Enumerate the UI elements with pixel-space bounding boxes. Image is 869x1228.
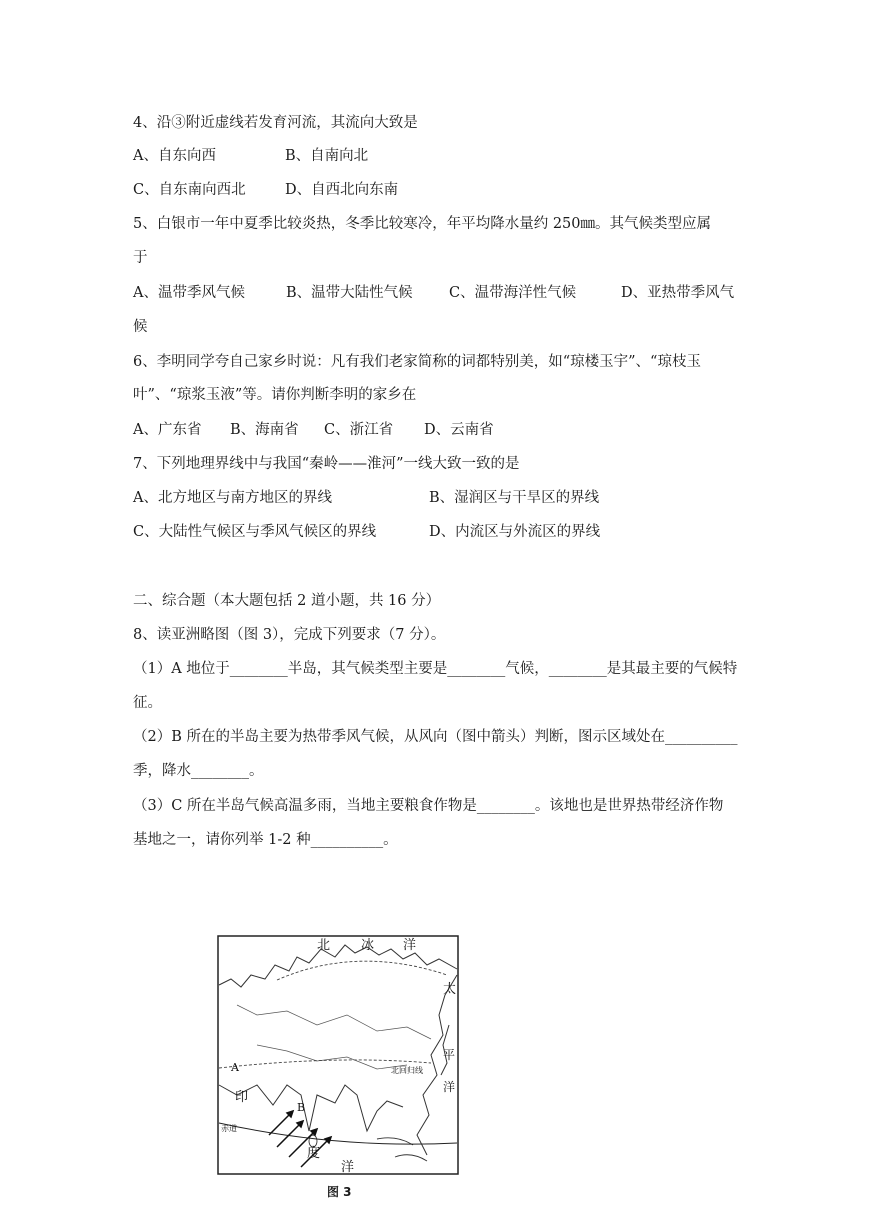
q4-option-c: C、自东南向西北 [133, 182, 246, 198]
map-label-yang-south: 洋 [341, 1160, 355, 1175]
q7-option-b: B、湿润区与干旱区的界线 [429, 490, 600, 506]
q5-option-a: A、温带季风气候 [133, 285, 245, 301]
q6-option-c: C、浙江省 [324, 422, 394, 438]
q6-option-d: D、云南省 [424, 422, 494, 438]
q8-part3-line1: （3）C 所在半岛气候高温多雨，当地主要粮食作物是________。该地也是世界热带经济作物 [133, 798, 724, 814]
map-label-b: B [297, 1101, 306, 1114]
q7-stem: 7、下列地理界线中与我国“秦岭——淮河”一线大致一致的是 [133, 456, 520, 472]
q5-stem-line2: 于 [133, 250, 148, 266]
map-label-north: 北 [317, 938, 331, 953]
q6-stem-line1: 6、李明同学夸自己家乡时说：凡有我们老家简称的词都特别美，如“琼楼玉宇”、“琼枝玉 [133, 354, 701, 370]
q6-option-b: B、海南省 [230, 422, 299, 438]
map-label-ocean-north: 洋 [403, 938, 417, 953]
map-label-a: A [231, 1061, 239, 1074]
q7-option-d: D、内流区与外流区的界线 [429, 524, 601, 540]
map-label-tai: 太 [443, 982, 457, 997]
q5-option-b: B、温带大陆性气候 [286, 285, 413, 301]
map-label-yang-east: 洋 [443, 1080, 456, 1094]
q5-option-c: C、温带海洋性气候 [449, 285, 577, 301]
map-label-equator: 赤道 [221, 1124, 237, 1133]
q8-part2-line2: 季，降水________。 [133, 763, 264, 779]
q5-option-d: D、亚热带季风气 [621, 285, 735, 301]
q8-part1-line2: 征。 [133, 695, 162, 711]
q8-stem: 8、读亚洲略图（图 3），完成下列要求（7 分）。 [133, 627, 446, 643]
q8-part2-line1: （2）B 所在的半岛主要为热带季风气候，从风向（图中箭头）判断，图示区域处在__________ [133, 729, 738, 745]
q4-option-b: B、自南向北 [285, 148, 369, 164]
section2-title: 二、综合题（本大题包括 2 道小题，共 16 分） [133, 593, 441, 609]
q5-option-d-wrap: 候 [133, 319, 148, 335]
map-label-ice: 冰 [361, 938, 375, 953]
figure-caption: 图 3 [327, 1185, 352, 1199]
map-label-du: 度 [307, 1146, 321, 1161]
q4-option-a: A、自东向西 [133, 148, 216, 164]
q8-part1-line1: （1）A 地位于________半岛，其气候类型主要是________气候，________是其最主要的气候特 [133, 661, 738, 677]
map-label-ping: 平 [443, 1048, 456, 1062]
q4-stem: 4、沿③附近虚线若发育河流，其流向大致是 [133, 115, 418, 131]
q8-part3-line2: 基地之一，请你列举 1-2 种__________。 [133, 832, 398, 848]
map-label-tropic: 北回归线 [391, 1066, 423, 1075]
q5-stem-line1: 5、白银市一年中夏季比较炎热，冬季比较寒冷，年平均降水量约 250㎜。其气候类型应属 [133, 216, 712, 232]
q7-option-a: A、北方地区与南方地区的界线 [133, 490, 332, 506]
q6-stem-line2: 叶”、“琼浆玉液”等。请你判断李明的家乡在 [133, 387, 417, 403]
q4-option-d: D、自西北向东南 [285, 182, 399, 198]
map-label-yin: 印 [235, 1090, 249, 1105]
asia-map [217, 935, 459, 1175]
q7-option-c: C、大陆性气候区与季风气候区的界线 [133, 524, 377, 540]
q6-option-a: A、广东省 [133, 422, 202, 438]
